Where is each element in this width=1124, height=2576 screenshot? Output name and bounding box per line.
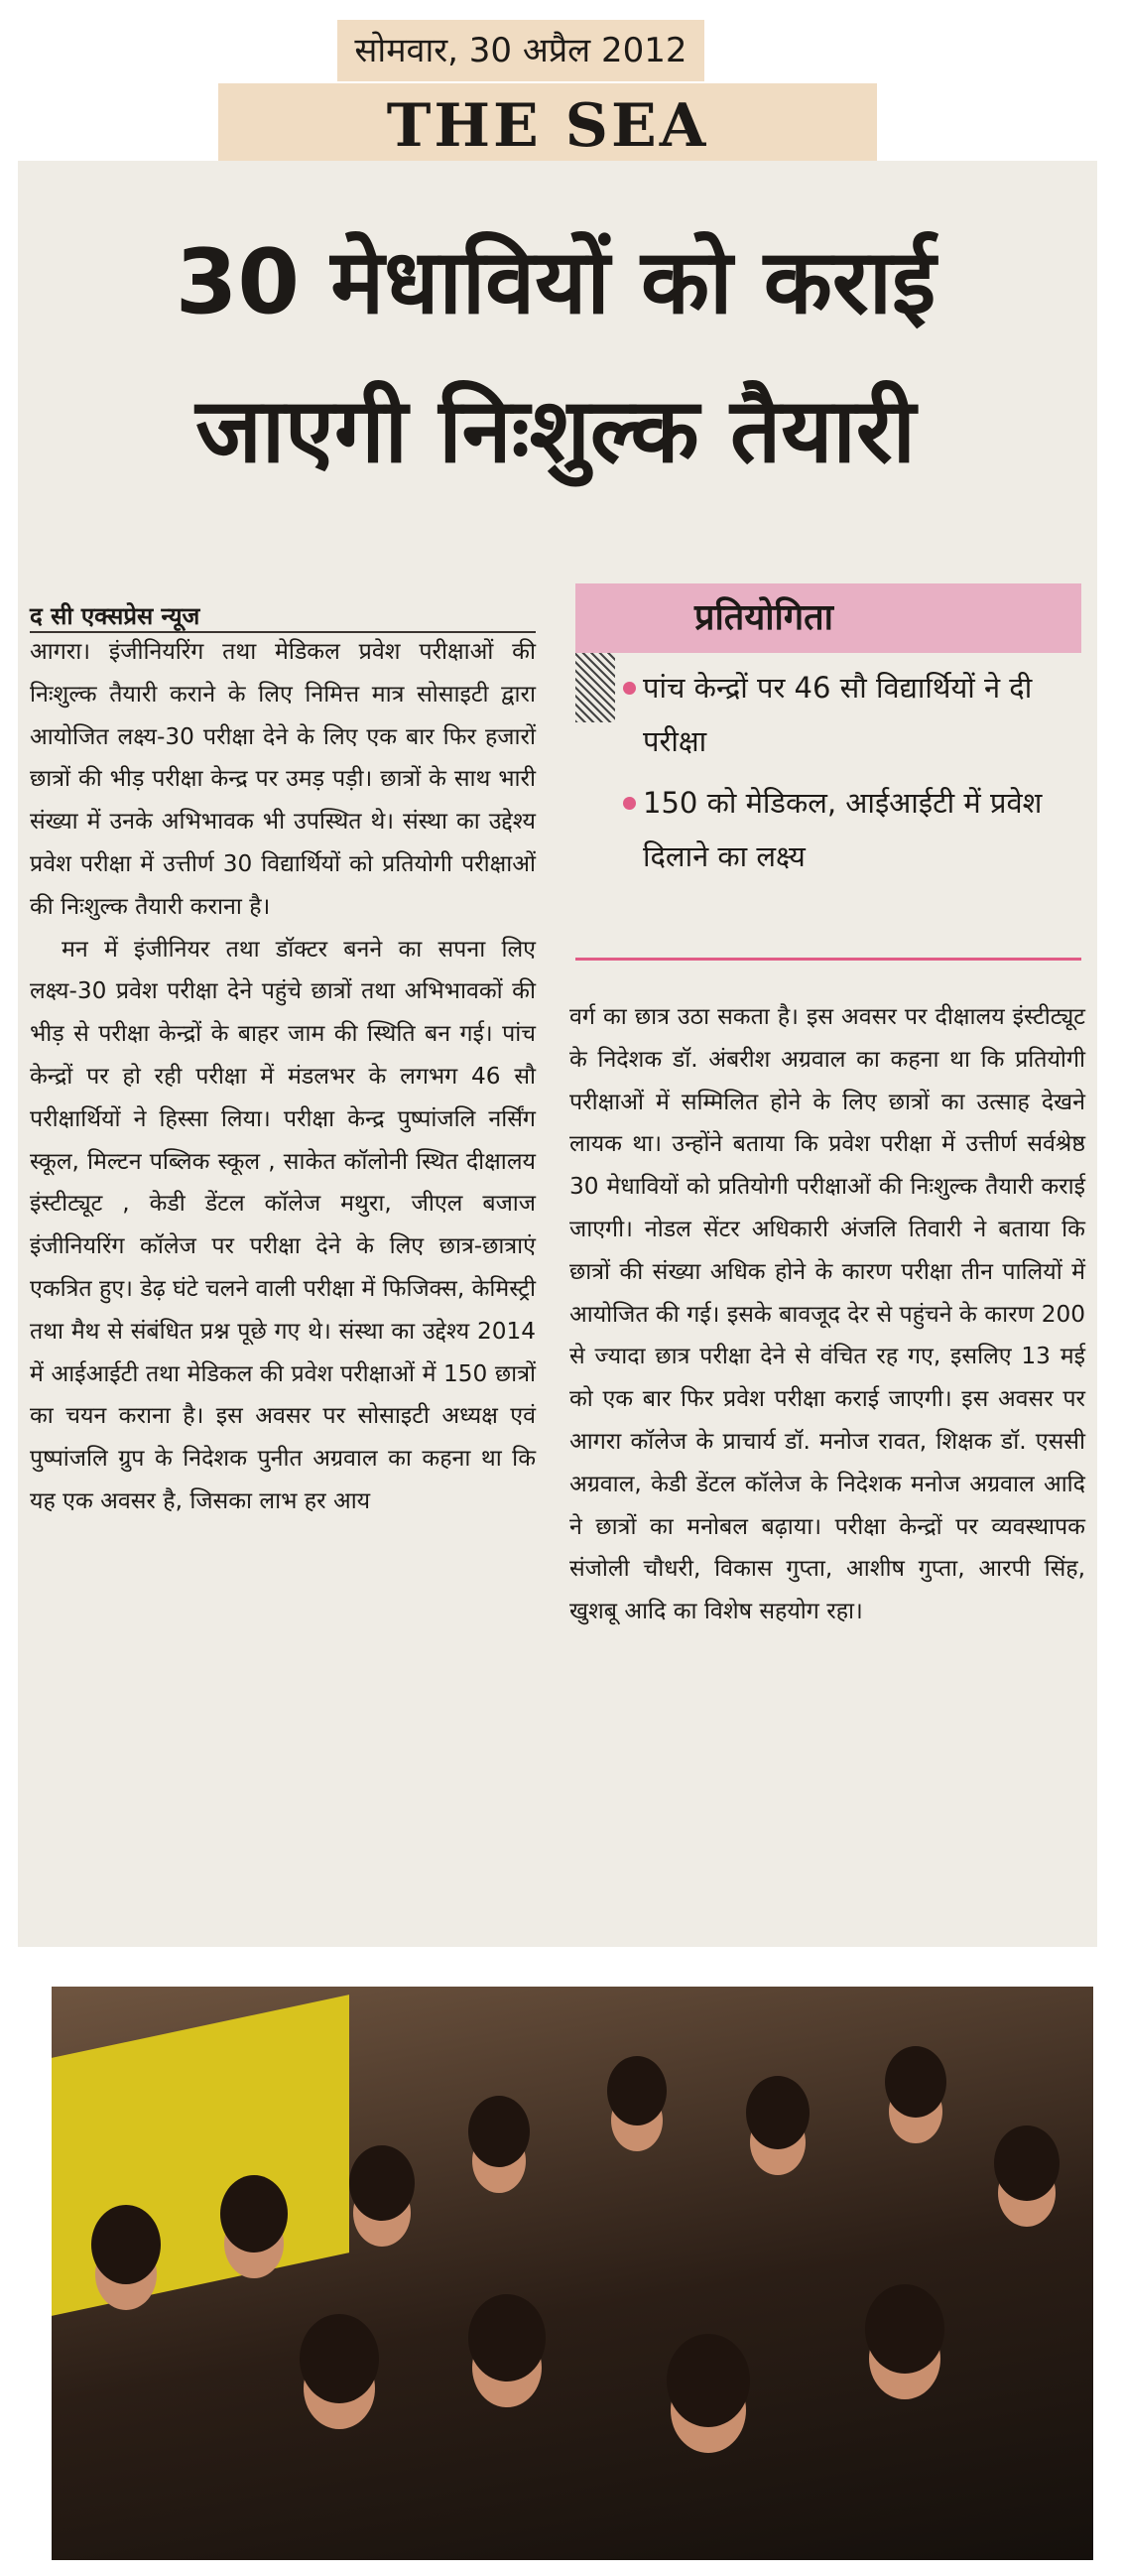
paragraph: आगरा। इंजीनियरिंग तथा मेडिकल प्रवेश परीक्षाओं की निःशुल्क तैयारी कराने के लिए निमित्त मात्र सोसाइटी द्वारा आयोजित लक्ष्य-30 परीक्षा देने के लिए एक बार फिर हजारों छात्रों की भीड़ परीक्षा केन्द्र पर उमड़ पड़ी। छात्रों के साथ भारी संख्या में उनके अभिभावक भी उपस्थित थे। संस्था का उद्देश्य प्रवेश परीक्षा में उत्तीर्ण 30 विद्यार्थियों को प्रतियोगी परीक्षाओं की निःशुल्क तैयारी कराना है। [30, 638, 536, 920]
headline-line-2: जाएगी निःशुल्क तैयारी [195, 379, 916, 483]
paragraph: वर्ग का छात्र उठा सकता है। इस अवसर पर दीक्षालय इंस्टीट्यूट के निदेशक डॉ. अंबरीश अग्रवाल का कहना था कि प्रतियोगी परीक्षाओं में सम्मिलित होने के लिए छात्रों का उत्साह देखने लायक था। उन्होंने बताया कि प्रवेश परीक्षा में उत्तीर्ण सर्वश्रेष्ठ 30 मेधावियों को प्रतियोगी परीक्षाओं की निःशुल्क तैयारी कराई जाएगी। नोडल सेंटर अधिकारी अंजलि तिवारी ने बताया कि छात्रों की संख्या अधिक होने के कारण परीक्षा तीन पालियों में आयोजित की गई। इसके बावजूद देर से पहुंचने के कारण 200 से ज्यादा छात्र परीक्षा देने से वंचित रह गए, इसलिए 13 मई को एक बार फिर प्रवेश परीक्षा कराई जाएगी। इस अवसर पर आगरा कॉलेज के प्राचार्य डॉ. मनोज रावत, शिक्षक डॉ. एससी अग्रवाल, केडी डेंटल कॉलेज के निदेशक मनोज अग्रवाल आदि ने छात्रों का मनोबल बढ़ाया। परीक्षा केन्द्रों पर व्यवस्थापक संजोली चौधरी, विकास गुप्ता, आशीष गुप्ता, आरपी सिंह, खुशबू आदि का विशेष सहयोग रहा। [569, 1003, 1085, 1625]
hatch-decoration [575, 653, 615, 722]
article-column-left [30, 631, 536, 1523]
byline: द सी एक्सप्रेस न्यूज [30, 602, 200, 630]
highlight-list [575, 653, 1081, 883]
article-column-right [569, 996, 1085, 1633]
news-photo-students [52, 1987, 1093, 2560]
divider [575, 958, 1081, 961]
highlight-box [575, 583, 1081, 961]
highlight-box-title: प्रतियोगिता [575, 583, 1081, 653]
paragraph: मन में इंजीनियर तथा डॉक्टर बनने का सपना लिए लक्ष्य-30 प्रवेश परीक्षा देने पहुंचे छात्रों तथा अभिभावकों की भीड़ से परीक्षा केन्द्रों के बाहर जाम की स्थिति बन गई। पांच केन्द्रों पर हो रही परीक्षा में मंडलभर के लगभग 46 सौ परीक्षार्थियों ने हिस्सा लिया। परीक्षा केन्द्र पुष्पांजलि नर्सिंग स्कूल, मिल्टन पब्लिक स्कूल , साकेत कॉलोनी स्थित दीक्षालय इंस्टीट्यूट , केडी डेंटल कॉलेज मथुरा, जीएल बजाज इंजीनियरिंग कॉलेज पर परीक्षा देने के लिए छात्र-छात्राएं एकत्रित हुए। डेढ़ घंटे चलने वाली परीक्षा में फिजिक्स, केमिस्ट्री तथा मैथ से संबंधित प्रश्न पूछे गए थे। संस्था का उद्देश्य 2014 में आईआईटी तथा मेडिकल की प्रवेश परीक्षाओं में 150 छात्रों का चयन कराना है। इस अवसर पर सोसाइटी अध्यक्ष एवं पुष्पांजलि ग्रुप के निदेशक पुनीत अग्रवाल का कहना था कि यह एक अवसर है, जिसका लाभ हर आय [30, 935, 536, 1514]
headline-line-1: 30 मेधावियों को कराई [175, 230, 937, 334]
newspaper-masthead: THE SEA [218, 83, 877, 169]
highlight-item: 150 को मेडिकल, आईआईटी में प्रवेश दिलाने का लक्ष्य [643, 776, 1081, 883]
yellow-panel [52, 1995, 349, 2316]
highlight-item: पांच केन्द्रों पर 46 सौ विद्यार्थियों ने दी परीक्षा [643, 661, 1081, 768]
article-headline [30, 208, 1081, 506]
dateline: सोमवार, 30 अप्रैल 2012 [337, 20, 704, 81]
